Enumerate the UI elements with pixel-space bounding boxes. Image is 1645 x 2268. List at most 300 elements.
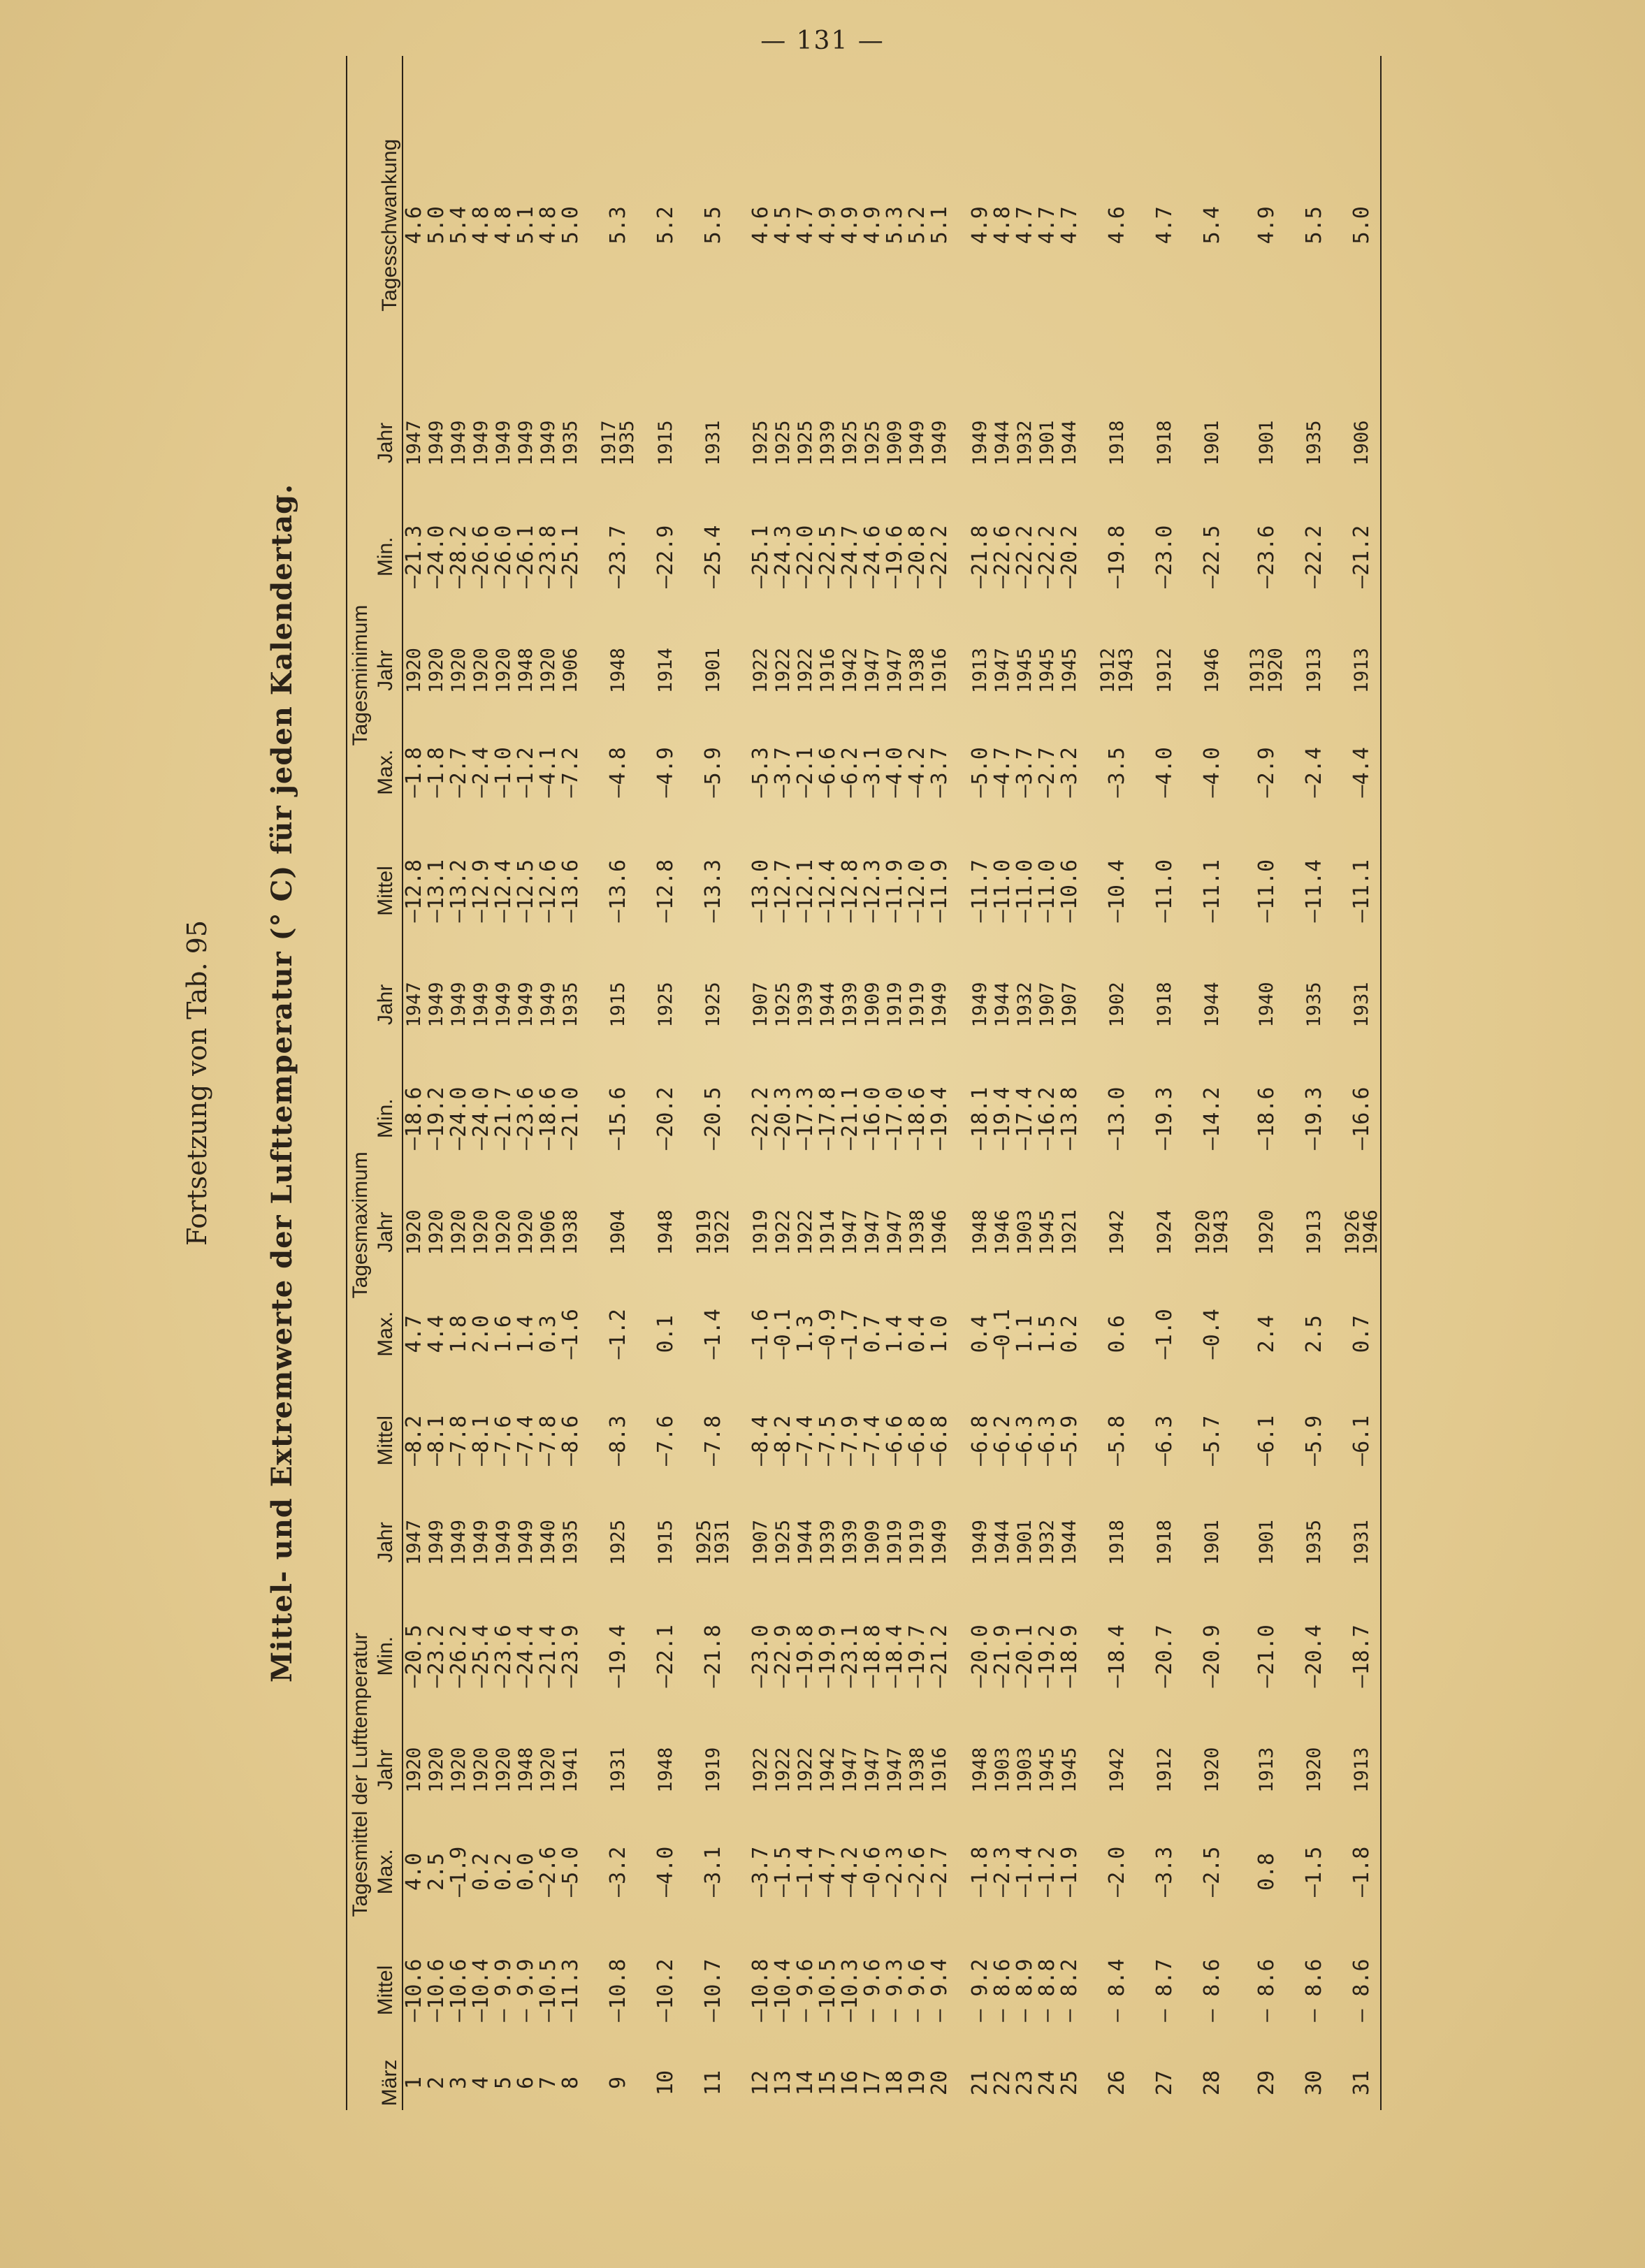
cell-tm-min: —25.4 [469, 1624, 493, 1688]
cell-day: 21 [968, 2070, 992, 2096]
cell-tx-max-jahr: 1920 [448, 1209, 470, 1256]
cell-tn-max-jahr [1099, 622, 1136, 719]
cell-tm-max-jahr: 1920 [470, 1747, 492, 1793]
cell-tm-mittel: — 9.9 [514, 1958, 538, 2022]
cell-tn-max-jahr: 1947 [862, 648, 883, 694]
cell-tx-max: 0.6 [1105, 1315, 1129, 1353]
cell-tn-max: —5.0 [968, 747, 992, 798]
cell-tn-max: —2.7 [1035, 747, 1059, 798]
cell-tx-max: 1.0 [927, 1315, 952, 1353]
cell-tm-max-jahr: 1919 [702, 1747, 724, 1793]
cell-tx-mittel: —7.5 [816, 1415, 840, 1466]
cell-tm-min-jahr: 1949 [448, 1519, 470, 1565]
cell-tm-max: —3.1 [701, 1846, 725, 1897]
cell-tn-min-jahr: 1944 [992, 420, 1013, 466]
cell-tx-max-jahr: 1938 [560, 1209, 581, 1256]
cell-tm-max: —3.3 [1152, 1846, 1177, 1897]
cell-tn-mittel: —12.8 [838, 859, 862, 923]
table-row [426, 56, 448, 2110]
cell-tm-min: —23.9 [558, 1624, 583, 1688]
cell-tn-max-jahr: 1945 [1059, 648, 1080, 694]
cell-day: 11 [701, 2070, 725, 2096]
cell-tm-max-jahr: 1947 [839, 1747, 861, 1793]
cell-tm-min-jahr: 1949 [426, 1519, 447, 1565]
cell-tm-mittel: —10.8 [606, 1958, 630, 2022]
cell-tm-min-jahr: 1949 [470, 1519, 492, 1565]
cell-tn-max-jahr: 1920 [448, 648, 470, 694]
cell-tx-mittel: —5.8 [1105, 1415, 1129, 1466]
cell-day: 29 [1254, 2070, 1279, 2096]
cell-tm-max-jahr: 1920 [448, 1747, 470, 1793]
cell-tn-max-jahr: 1916 [929, 648, 950, 694]
cell-tn-min: —26.6 [469, 525, 493, 588]
cell-ts: 4.6 [748, 206, 773, 245]
cell-tx-max-jahr: 1922 [795, 1209, 816, 1256]
cell-tx-mittel: —6.3 [1152, 1415, 1177, 1466]
cell-tn-min-jahr: 1939 [817, 420, 839, 466]
table-row [403, 56, 426, 2110]
cell-tn-mittel: —13.0 [748, 859, 773, 923]
cell-tx-mittel: —5.7 [1200, 1415, 1224, 1466]
cell-tn-mittel: —11.0 [1013, 859, 1037, 923]
cell-tn-min-jahr: 1949 [906, 420, 928, 466]
cell-day: 3 [447, 2076, 471, 2090]
cell-day: 28 [1200, 2070, 1224, 2096]
cell-ts: 4.7 [1035, 206, 1059, 245]
cell-tn-max-jahr: 1920 [493, 648, 514, 694]
cell-tn-mittel: —12.9 [469, 859, 493, 923]
row-spacer [582, 56, 600, 2110]
cell-year-line: 1931 [711, 1519, 733, 1565]
cell-tm-mittel: —10.5 [816, 1958, 840, 2022]
cell-tn-max: —4.0 [1152, 747, 1177, 798]
cell-tm-min-jahr: 1944 [992, 1519, 1013, 1565]
cell-tx-min-jahr: 1949 [493, 982, 514, 1028]
cell-tn-min: —22.2 [1035, 525, 1059, 588]
cell-tn-min-jahr: 1949 [515, 420, 537, 466]
cell-tm-min: —21.0 [1254, 1624, 1279, 1688]
cell-year-line: 1922 [711, 1209, 733, 1256]
cell-tn-max: —2.7 [447, 747, 471, 798]
cell-tm-mittel: — 8.6 [990, 1958, 1015, 2022]
cell-tm-min: —21.9 [990, 1624, 1015, 1688]
cell-tm-max: —4.7 [816, 1846, 840, 1897]
cell-tn-min: —22.5 [816, 525, 840, 588]
cell-tm-mittel: —10.3 [838, 1958, 862, 2022]
header-tn-max-jahr: Jahr [372, 622, 403, 719]
cell-tn-min-jahr: 1949 [493, 420, 514, 466]
cell-tx-min: —18.6 [402, 1086, 426, 1150]
table-title: Mittel- und Extremwerte der Lufttemperatur (° C) für jeden Kalendertag. [266, 483, 298, 1683]
cell-tx-mittel: —7.8 [701, 1415, 725, 1466]
table-body [403, 56, 1381, 2110]
cell-ts: 5.4 [447, 206, 471, 245]
cell-tn-max-jahr: 1946 [1201, 648, 1223, 694]
cell-tx-max-jahr: 1946 [992, 1209, 1013, 1256]
cell-tm-max: —1.4 [793, 1846, 818, 1897]
cell-tn-min-jahr: 1918 [1154, 420, 1175, 466]
row-spacer [637, 56, 655, 2110]
cell-day: 10 [653, 2070, 678, 2096]
cell-tx-max-jahr: 1920 [470, 1209, 492, 1256]
cell-ts: 4.9 [816, 206, 840, 245]
table-row [929, 56, 951, 2110]
cell-tn-mittel: —13.3 [701, 859, 725, 923]
cell-tn-max-jahr: 1942 [839, 648, 861, 694]
table-row [795, 56, 817, 2110]
cell-tn-min: —24.6 [860, 525, 885, 588]
header-group-tagesminimum: Tagesminimum [347, 395, 372, 957]
cell-tn-mittel: —11.9 [883, 859, 907, 923]
cell-tm-min: —20.1 [1013, 1624, 1037, 1688]
cell-tm-min-jahr: 1949 [515, 1519, 537, 1565]
cell-tn-max: —1.8 [424, 747, 449, 798]
row-spacer [1231, 56, 1249, 2110]
table-row [1249, 56, 1285, 2110]
cell-day: 25 [1057, 2070, 1082, 2096]
cell-tm-min: —20.9 [1200, 1624, 1224, 1688]
cell-tx-max-jahr: 1948 [655, 1209, 676, 1256]
cell-tm-mittel: —10.6 [447, 1958, 471, 2022]
cell-tn-max-jahr: 1913 [1303, 648, 1325, 694]
cell-tn-mittel: —12.0 [905, 859, 929, 923]
cell-tn-mittel: —11.0 [1035, 859, 1059, 923]
header-tn-mittel: Mittel [372, 826, 403, 957]
cell-tm-max-jahr: 1931 [607, 1747, 629, 1793]
cell-year-line: 1925 [693, 1519, 715, 1565]
cell-ts: 5.3 [883, 206, 907, 245]
cell-tm-max-jahr: 1941 [560, 1747, 581, 1793]
cell-tn-min: —24.7 [838, 525, 862, 588]
cell-tn-min: —22.6 [990, 525, 1015, 588]
cell-tm-max: —2.7 [927, 1846, 952, 1897]
cell-day: 17 [860, 2070, 885, 2096]
cell-tx-max-jahr: 1913 [1303, 1209, 1325, 1256]
cell-tx-mittel: —7.6 [491, 1415, 516, 1466]
cell-day: 20 [927, 2070, 952, 2096]
cell-tn-max: —4.1 [536, 747, 560, 798]
cell-tm-max-jahr: 1948 [655, 1747, 676, 1793]
cell-tn-mittel: —12.8 [402, 859, 426, 923]
row-spacer [1285, 56, 1303, 2110]
cell-tx-min: —16.2 [1035, 1086, 1059, 1150]
cell-tn-max: —4.4 [1344, 719, 1381, 826]
cell-tn-min: —25.1 [748, 525, 773, 588]
cell-tn-min-jahr: 1949 [969, 420, 991, 466]
cell-day: 23 [1013, 2070, 1037, 2096]
cell-tx-mittel: —8.3 [606, 1415, 630, 1466]
cell-tn-max: —2.9 [1254, 747, 1279, 798]
cell-tn-max: —3.5 [1105, 747, 1129, 798]
cell-tm-mittel: — 8.6 [1200, 1958, 1224, 2022]
table-row [1303, 56, 1326, 2110]
cell-tx-min: —21.7 [491, 1086, 516, 1150]
cell-tn-max: —4.0 [883, 747, 907, 798]
cell-tm-min-jahr: 1918 [1106, 1519, 1128, 1565]
cell-tx-min-jahr: 1925 [655, 982, 676, 1028]
cell-tm-mittel: — 8.2 [1057, 1958, 1082, 2022]
cell-tm-mittel: —10.6 [424, 1958, 449, 2022]
cell-tn-max: —5.3 [748, 747, 773, 798]
cell-tx-min-jahr: 1949 [537, 982, 559, 1028]
cell-tn-min-jahr: 1901 [1036, 420, 1058, 466]
cell-ts: 4.7 [1013, 206, 1037, 245]
cell-tm-min: —19.2 [1035, 1624, 1059, 1688]
cell-tx-max: 0.2 [1057, 1315, 1082, 1353]
cell-tn-min-jahr: 1925 [839, 420, 861, 466]
cell-tm-min: —20.0 [968, 1624, 992, 1688]
cell-tm-max: —2.3 [883, 1846, 907, 1897]
cell-tn-max-jahr: 1913 [969, 648, 991, 694]
cell-tx-min: —21.0 [558, 1086, 583, 1150]
cell-day: 15 [816, 2070, 840, 2096]
table-row [655, 56, 677, 2110]
cell-tm-min: —23.0 [748, 1624, 773, 1688]
cell-tm-max: —1.9 [447, 1846, 471, 1897]
cell-tx-min-jahr: 1949 [426, 982, 447, 1028]
cell-tm-min-jahr: 1919 [906, 1519, 928, 1565]
cell-day: 4 [469, 2076, 493, 2090]
cell-tm-min-jahr: 1901 [1014, 1519, 1036, 1565]
cell-ts: 4.8 [469, 206, 493, 245]
cell-tx-max: —1.7 [838, 1309, 862, 1360]
cell-year-line: 1926 [1342, 1209, 1363, 1256]
cell-year-line: 1919 [693, 1209, 715, 1256]
cell-tn-min-jahr: 1947 [403, 420, 425, 466]
cell-tm-min: —21.8 [701, 1624, 725, 1688]
cell-tm-min: —19.8 [793, 1624, 818, 1688]
cell-tm-mittel: — 8.9 [1013, 1958, 1037, 2022]
cell-tx-min-jahr: 1939 [795, 982, 816, 1028]
cell-tn-min: —19.8 [1105, 525, 1129, 588]
header-tm-min-jahr: Jahr [372, 1494, 403, 1591]
cell-tm-max-jahr: 1913 [1256, 1747, 1277, 1793]
cell-tx-max: 1.3 [793, 1315, 818, 1353]
cell-tx-min-jahr: 1925 [702, 982, 724, 1028]
cell-tm-mittel: —10.6 [402, 1958, 426, 2022]
cell-tx-max: —0.1 [771, 1309, 795, 1360]
table-row [969, 56, 992, 2110]
cell-tn-max: —1.0 [491, 747, 516, 798]
cell-tn-max: —7.2 [558, 747, 583, 798]
cell-tm-max: 0.0 [514, 1852, 538, 1891]
cell-tm-mittel: — 8.6 [1344, 1925, 1381, 2056]
cell-tn-min-jahr: 1909 [884, 420, 906, 466]
cell-tm-mittel: — 9.3 [883, 1958, 907, 2022]
cell-day: 24 [1035, 2070, 1059, 2096]
spacer-cell [637, 56, 655, 2110]
cell-tn-mittel: —12.5 [514, 859, 538, 923]
cell-tm-max: —1.4 [1013, 1846, 1037, 1897]
cell-tn-mittel: —11.0 [1254, 859, 1279, 923]
cell-tm-min: —19.4 [606, 1624, 630, 1688]
cell-tx-min-jahr: 1931 [1344, 956, 1381, 1053]
cell-tn-max-jahr: 1945 [1014, 648, 1036, 694]
cell-tx-max-jahr: 1924 [1154, 1209, 1175, 1256]
cell-tx-mittel: —8.2 [771, 1415, 795, 1466]
cell-tm-min-jahr [695, 1494, 732, 1591]
cell-tm-max-jahr: 1916 [929, 1747, 950, 1793]
cell-tm-max-jahr: 1922 [772, 1747, 794, 1793]
table-row [1344, 56, 1381, 2110]
table-row [1194, 56, 1231, 2110]
header-tm-max: Max. [372, 1819, 403, 1926]
cell-day: 22 [990, 2070, 1015, 2096]
cell-tm-min: —23.6 [491, 1624, 516, 1688]
cell-day: 7 [536, 2076, 560, 2090]
cell-tn-min: —19.6 [883, 525, 907, 588]
cell-day: 8 [558, 2076, 583, 2090]
cell-tm-min: —19.7 [905, 1624, 929, 1688]
cell-tn-min-jahr: 1931 [702, 420, 724, 466]
cell-year-line: 1917 [598, 420, 620, 466]
cell-tn-max-jahr: 1947 [884, 648, 906, 694]
cell-day: 31 [1344, 2056, 1381, 2110]
cell-tn-min-jahr: 1949 [448, 420, 470, 466]
cell-tx-min: —19.2 [424, 1086, 449, 1150]
cell-tm-max-jahr: 1912 [1154, 1747, 1175, 1793]
cell-tm-max-jahr: 1942 [817, 1747, 839, 1793]
cell-tn-max-jahr: 1916 [817, 648, 839, 694]
cell-tm-min: —19.9 [816, 1624, 840, 1688]
cell-tn-max-jahr: 1920 [426, 648, 447, 694]
cell-tm-min-jahr: 1949 [929, 1519, 950, 1565]
cell-tx-max: —1.6 [748, 1309, 773, 1360]
cell-tm-min: —26.2 [447, 1624, 471, 1688]
cell-tm-max-jahr: 1913 [1344, 1722, 1381, 1819]
cell-tn-min: —25.1 [558, 525, 583, 588]
cell-tx-min: —19.3 [1152, 1086, 1177, 1150]
cell-tn-max-jahr: 1906 [560, 648, 581, 694]
cell-tn-max-jahr: 1914 [655, 648, 676, 694]
cell-year-line: 1943 [1115, 648, 1137, 694]
cell-tm-max: —0.6 [860, 1846, 885, 1897]
cell-tm-min-jahr: 1925 [607, 1519, 629, 1565]
cell-year-line: 1920 [1265, 648, 1287, 694]
row-spacer [732, 56, 750, 2110]
cell-tn-min: —22.0 [793, 525, 818, 588]
cell-tx-min-jahr: 1939 [839, 982, 861, 1028]
cell-tx-max: 1.8 [447, 1315, 471, 1353]
cell-tx-mittel: —6.8 [905, 1415, 929, 1466]
cell-tx-mittel: —6.8 [927, 1415, 952, 1466]
cell-tn-min: —24.3 [771, 525, 795, 588]
cell-tn-max-jahr: 1912 [1154, 648, 1175, 694]
cell-tm-max: 0.8 [1254, 1852, 1279, 1891]
cell-tm-min-jahr: 1918 [1154, 1519, 1175, 1565]
cell-tm-min-jahr: 1935 [1303, 1519, 1325, 1565]
cell-tn-max: —4.9 [653, 747, 678, 798]
cell-tm-max: 2.5 [424, 1852, 449, 1891]
cell-tx-mittel: —6.8 [968, 1415, 992, 1466]
cell-tm-min: —24.4 [514, 1624, 538, 1688]
cell-tm-min: —21.4 [536, 1624, 560, 1688]
cell-tx-max: 4.4 [424, 1315, 449, 1353]
cell-tm-mittel: —10.4 [771, 1958, 795, 2022]
cell-tm-max: 0.2 [491, 1852, 516, 1891]
spacer-cell [677, 56, 695, 2110]
cell-tn-min: —22.2 [1013, 525, 1037, 588]
cell-tn-max: —3.1 [860, 747, 885, 798]
cell-tx-max-jahr: 1947 [839, 1209, 861, 1256]
cell-tx-min-jahr: 1949 [470, 982, 492, 1028]
table-row [537, 56, 560, 2110]
cell-tx-max-jahr: 1945 [1036, 1209, 1058, 1256]
cell-tn-min: —25.4 [701, 525, 725, 588]
cell-tm-max-jahr: 1920 [403, 1747, 425, 1793]
cell-tn-mittel: —10.6 [1057, 859, 1082, 923]
cell-tn-mittel: —11.1 [1344, 826, 1381, 957]
cell-ts: 5.3 [606, 206, 630, 245]
cell-tm-max: —2.5 [1200, 1846, 1224, 1897]
cell-tx-min-jahr: 1909 [862, 982, 883, 1028]
cell-tn-min-jahr: 1925 [750, 420, 771, 466]
cell-tx-min-jahr: 1949 [515, 982, 537, 1028]
cell-ts: 5.5 [1302, 206, 1326, 245]
cell-tx-min: —18.6 [905, 1086, 929, 1150]
cell-tx-min: —13.8 [1057, 1086, 1082, 1150]
cell-tx-max: —1.4 [701, 1309, 725, 1360]
cell-tx-max: 0.7 [860, 1315, 885, 1353]
cell-tm-mittel: — 9.2 [968, 1958, 992, 2022]
cell-tx-mittel: —6.2 [990, 1415, 1015, 1466]
cell-ts: 4.5 [771, 206, 795, 245]
cell-tm-max: —1.5 [1302, 1846, 1326, 1897]
cell-tx-mittel: —6.3 [1013, 1415, 1037, 1466]
cell-tm-max: —5.0 [558, 1846, 583, 1897]
cell-tn-max-jahr: 1922 [772, 648, 794, 694]
header-tm-max-jahr: Jahr [372, 1722, 403, 1819]
cell-tm-mittel: — 9.9 [491, 1958, 516, 2022]
cell-tn-min: —21.8 [968, 525, 992, 588]
cell-tm-max: 4.0 [402, 1852, 426, 1891]
cell-ts: 5.0 [558, 206, 583, 245]
cell-tx-max: —0.1 [990, 1309, 1015, 1360]
cell-tm-min: —20.5 [402, 1624, 426, 1688]
cell-tm-min-jahr: 1931 [1344, 1494, 1381, 1591]
table-row [493, 56, 515, 2110]
cell-year-line: 1913 [1247, 648, 1268, 694]
cell-tx-min: —21.1 [838, 1086, 862, 1150]
cell-tx-max: 0.7 [1344, 1281, 1381, 1388]
cell-tm-min: —20.7 [1152, 1624, 1177, 1688]
cell-ts: 4.9 [1254, 206, 1279, 245]
cell-tx-min: —19.3 [1302, 1086, 1326, 1150]
header-tx-mittel: Mittel [372, 1388, 403, 1495]
cell-day: 12 [748, 2070, 773, 2096]
cell-tm-max-jahr: 1947 [862, 1747, 883, 1793]
header-group-tagesmaximum: Tagesmaximum [347, 956, 372, 1494]
cell-tm-mittel: — 8.8 [1035, 1958, 1059, 2022]
cell-tm-max: —2.6 [905, 1846, 929, 1897]
cell-tx-max: 2.5 [1302, 1315, 1326, 1353]
cell-tx-max: —0.9 [816, 1309, 840, 1360]
cell-tn-max-jahr: 1913 [1344, 622, 1381, 719]
row-spacer [1176, 56, 1194, 2110]
cell-tx-min-jahr: 1915 [607, 982, 629, 1028]
cell-tn-min: —22.2 [1302, 525, 1326, 588]
cell-tm-min: —18.8 [860, 1624, 885, 1688]
cell-tm-max: —3.2 [606, 1846, 630, 1897]
cell-tn-min: —26.1 [514, 525, 538, 588]
cell-tn-max: —1.8 [402, 747, 426, 798]
cell-tn-max-jahr [1249, 622, 1285, 719]
cell-tm-max: —1.8 [968, 1846, 992, 1897]
cell-tm-min: —22.1 [653, 1624, 678, 1688]
cell-ts: 4.8 [491, 206, 516, 245]
table-row [1014, 56, 1036, 2110]
cell-tx-max-jahr: 1904 [607, 1209, 629, 1256]
